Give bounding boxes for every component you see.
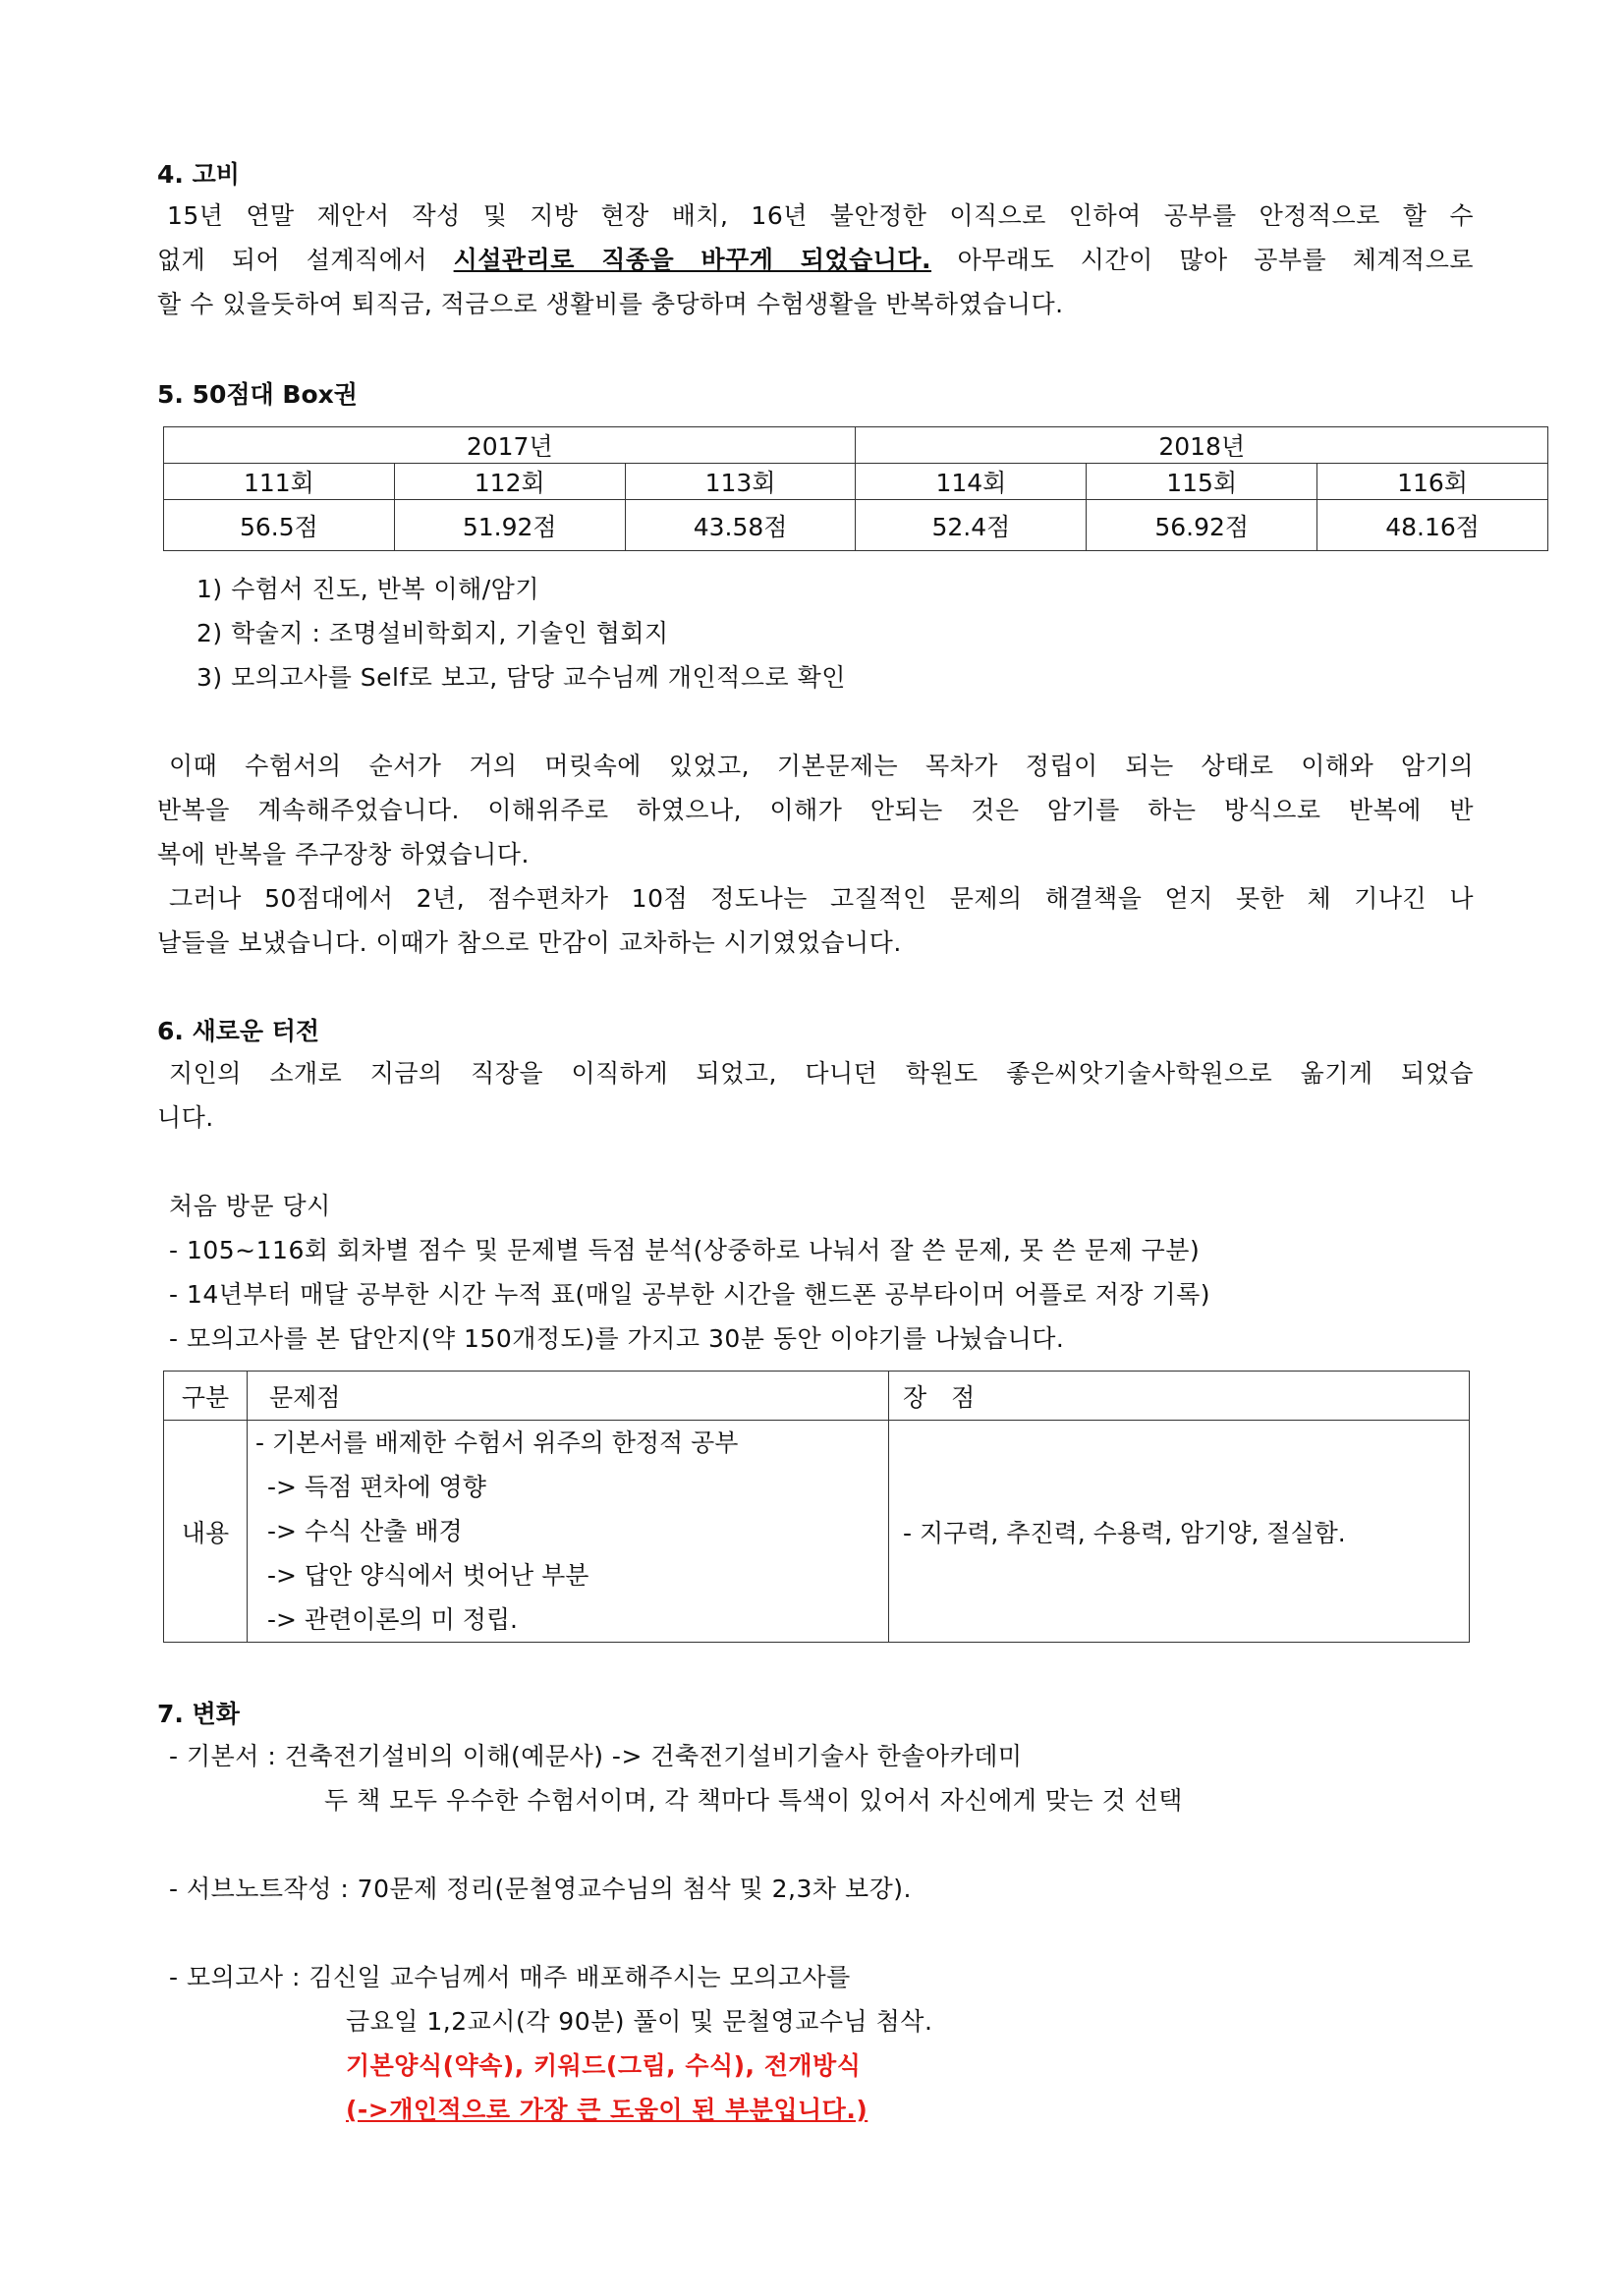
- section-7-heading: 7. 변화: [157, 1700, 240, 1728]
- score-cell: 48.16점: [1317, 500, 1548, 551]
- problem-item: -> 관련이론의 미 정립.: [267, 1605, 518, 1634]
- section-4-line-2-start: 없게 되어 설계직에서: [157, 246, 454, 274]
- visit-title: 처음 방문 당시: [169, 1192, 331, 1220]
- merit-cell: - 지구력, 추진력, 수용력, 암기양, 절실함.: [889, 1421, 1470, 1643]
- paragraph-line: 이때 수험서의 순서가 거의 머릿속에 있었고, 기본문제는 목차가 정립이 되는 상태로 이해와 암기의: [169, 752, 1474, 780]
- problem-list: [248, 1421, 889, 1643]
- score-table-year-row: [164, 427, 1548, 464]
- round-cell: 115회: [1087, 464, 1317, 500]
- score-table: [163, 426, 1548, 551]
- problem-item: -> 수식 산출 배경: [267, 1517, 463, 1545]
- round-cell: 114회: [856, 464, 1087, 500]
- issue-table-header: [164, 1372, 1470, 1421]
- paragraph-line: 그러나 50점대에서 2년, 점수편차가 10점 정도나는 고질적인 문제의 해결책을 얻지 못한 체 기나긴 나: [169, 884, 1474, 913]
- score-cell: 43.58점: [625, 500, 856, 551]
- paragraph-line: 반복을 계속해주었습니다. 이해위주로 하였으나, 이해가 안되는 것은 암기를 하는 방식으로 반복에 반: [157, 796, 1474, 824]
- paragraph-line: 복에 반복을 주구장창 하였습니다.: [157, 840, 530, 868]
- bullet-continuation: 금요일 1,2교시(각 90분) 풀이 및 문철영교수님 첨삭.: [346, 2007, 933, 2036]
- bullet-continuation: 두 책 모두 우수한 수험서이며, 각 책마다 특색이 있어서 자신에게 맞는 것 선택: [324, 1786, 1183, 1815]
- problem-item: -> 득점 편차에 영향: [267, 1473, 486, 1501]
- list-item: 3) 모의고사를 Self로 보고, 담당 교수님께 개인적으로 확인: [196, 663, 846, 692]
- round-cell: 113회: [625, 464, 856, 500]
- header-problem: 문제점: [248, 1372, 889, 1421]
- score-table-score-row: [164, 500, 1548, 551]
- header-category: 구분: [164, 1372, 248, 1421]
- paragraph-line: 날들을 보냈습니다. 이때가 참으로 만감이 교차하는 시기였었습니다.: [157, 928, 902, 957]
- year-cell: 2018년: [856, 427, 1548, 464]
- list-item: 2) 학술지 : 조명설비학회지, 기술인 협회지: [196, 619, 669, 647]
- section-6-heading: 6. 새로운 터전: [157, 1017, 320, 1045]
- bullet-item: - 서브노트작성 : 70문제 정리(문철영교수님의 첨삭 및 2,3차 보강).: [169, 1875, 912, 1903]
- bullet-item: - 14년부터 매달 공부한 시간 누적 표(매일 공부한 시간을 핸드폰 공부타이머 어플로 저장 기록): [169, 1280, 1211, 1309]
- score-table-round-row: [164, 464, 1548, 500]
- bullet-item: - 기본서 : 건축전기설비의 이해(예문사) -> 건축전기설비기술사 한솔아카데미: [169, 1742, 1023, 1770]
- round-cell: 111회: [164, 464, 395, 500]
- bullet-item: - 모의고사를 본 답안지(약 150개정도)를 가지고 30분 동안 이야기를 나눴습니다.: [169, 1324, 1065, 1353]
- highlight-text: 기본양식(약속), 키워드(그림, 수식), 전개방식: [346, 2051, 862, 2080]
- list-item: 1) 수험서 진도, 반복 이해/암기: [196, 575, 539, 603]
- section-4-heading: 4. 고비: [157, 160, 240, 189]
- section-4-line-1: 15년 연말 제안서 작성 및 지방 현장 배치, 16년 불안정한 이직으로 인하여 공부를 안정적으로 할 수: [167, 201, 1474, 230]
- section-5-heading: 5. 50점대 Box권: [157, 380, 358, 409]
- section-4-line-3: 할 수 있을듯하여 퇴직금, 적금으로 생활비를 충당하며 수험생활을 반복하였습니다.: [157, 290, 1064, 318]
- section-4-emphasis: 시설관리로 직종을 바꾸게 되었습니다.: [453, 246, 932, 274]
- bullet-item: - 모의고사 : 김신일 교수님께서 매주 배포해주시는 모의고사를: [169, 1963, 851, 1991]
- paragraph-line: 니다.: [157, 1103, 214, 1132]
- row-label: 내용: [164, 1421, 248, 1643]
- round-cell: 116회: [1317, 464, 1548, 500]
- score-cell: 56.5점: [164, 500, 395, 551]
- highlight-note: (->개인적으로 가장 큰 도움이 된 부분입니다.): [346, 2096, 868, 2124]
- bullet-item: - 105~116회 회차별 점수 및 문제별 득점 분석(상중하로 나눠서 잘 쓴 문제, 못 쓴 문제 구분): [169, 1236, 1201, 1264]
- score-cell: 52.4점: [856, 500, 1087, 551]
- issue-table-row: [164, 1421, 1470, 1643]
- round-cell: 112회: [394, 464, 625, 500]
- score-cell: 51.92점: [394, 500, 625, 551]
- header-merit: 장 점: [889, 1372, 1470, 1421]
- section-4-line-2-end: 아무래도 시간이 많아 공부를 체계적으로: [931, 246, 1474, 274]
- year-cell: 2017년: [164, 427, 856, 464]
- problem-item: -> 답안 양식에서 벗어난 부분: [267, 1561, 589, 1590]
- issue-table: [163, 1371, 1470, 1643]
- section-4-line-2: [157, 241, 1474, 276]
- problem-item: - 기본서를 배제한 수험서 위주의 한정적 공부: [255, 1428, 739, 1457]
- paragraph-line: 지인의 소개로 지금의 직장을 이직하게 되었고, 다니던 학원도 좋은씨앗기술사학원으로 옮기게 되었습: [169, 1059, 1474, 1088]
- score-cell: 56.92점: [1087, 500, 1317, 551]
